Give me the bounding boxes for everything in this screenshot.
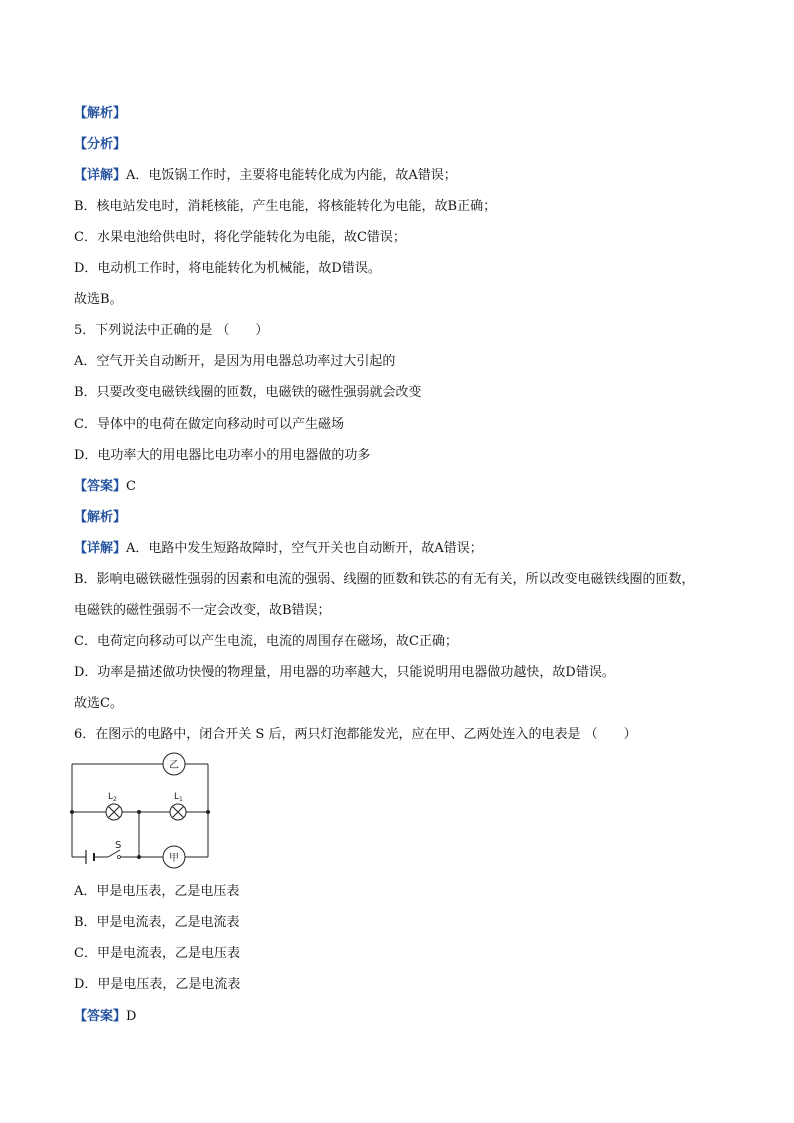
analysis-tag: 【解析】 bbox=[74, 106, 127, 121]
answer-tag: 【答案】 bbox=[74, 479, 127, 494]
q5-detail-a-text: A．电路中发生短路故障时，空气开关也自动断开，故A错误； bbox=[126, 541, 483, 556]
q5-stem: 5．下列说法中正确的是 （ ） bbox=[74, 323, 269, 338]
q5-answer bbox=[74, 479, 136, 495]
switch-label: S bbox=[115, 840, 122, 851]
q5-conclusion: 故选C。 bbox=[74, 696, 123, 711]
q6-option-b: B．甲是电流表，乙是电流表 bbox=[74, 915, 240, 930]
q5-detail-b-line1: B．影响电磁铁磁性强弱的因素和电流的强弱、线圈的匝数和铁芯的有无有关，所以改变电磁铁线圈的匝数， bbox=[74, 572, 695, 587]
junction-left bbox=[70, 810, 74, 814]
q5-answer-value: C bbox=[126, 479, 136, 494]
circuit-diagram bbox=[64, 752, 214, 874]
q6-option-a: A．甲是电压表，乙是电压表 bbox=[74, 884, 240, 899]
q5-detail-a bbox=[74, 541, 483, 557]
q5-analysis-tag: 【解析】 bbox=[74, 510, 127, 525]
q4-detail-a bbox=[74, 168, 457, 184]
q5-option-d: D．电功率大的用电器比电功率小的用电器做的功多 bbox=[74, 448, 371, 463]
lamp-l1 bbox=[170, 804, 186, 820]
q4-detail-c: C．水果电池给供电时，将化学能转化为电能，故C错误； bbox=[74, 230, 406, 245]
meter-jia-label: 甲 bbox=[169, 853, 179, 864]
analysis-brief-tag: 【分析】 bbox=[74, 137, 127, 152]
q5-detail-tag: 【详解】 bbox=[74, 541, 127, 556]
lamp-l2 bbox=[106, 804, 122, 820]
q5-option-b: B．只要改变电磁铁线圈的匝数，电磁铁的磁性强弱就会改变 bbox=[74, 385, 422, 400]
q5-option-c: C．导体中的电荷在做定向移动时可以产生磁场 bbox=[74, 417, 344, 432]
q4-detail-d: D．电动机工作时，将电能转化为机械能，故D错误。 bbox=[74, 261, 381, 276]
q6-option-d: D．甲是电压表，乙是电流表 bbox=[74, 977, 241, 992]
lamp-l2-label: $L_2$ bbox=[108, 792, 117, 803]
lamp-l1-label: $L_1$ bbox=[174, 792, 183, 803]
q6-stem: 6．在图示的电路中，闭合开关 S 后，两只灯泡都能发光，应在甲、乙两处连入的电表是 （ ） bbox=[74, 727, 637, 742]
q6-answer-tag: 【答案】 bbox=[74, 1009, 127, 1024]
detail-tag: 【详解】 bbox=[74, 168, 127, 183]
q6-option-c: C．甲是电流表，乙是电压表 bbox=[74, 946, 240, 961]
junction-right bbox=[206, 810, 210, 814]
q5-detail-b-line2: 电磁铁的磁性强弱不一定会改变，故B错误； bbox=[74, 603, 331, 618]
q6-answer-value: D bbox=[126, 1009, 137, 1024]
junction-middle bbox=[137, 810, 141, 814]
q6-answer bbox=[74, 1009, 136, 1025]
switch-contact bbox=[118, 856, 121, 859]
q4-detail-a-text: A．电饭锅工作时，主要将电能转化成为内能，故A错误； bbox=[126, 168, 457, 183]
q5-detail-d: D．功率是描述做功快慢的物理量，用电器的功率越大，只能说明用电器做功越快，故D错误。 bbox=[74, 665, 615, 680]
meter-yi-label: 乙 bbox=[169, 760, 179, 771]
junction-bottom bbox=[137, 855, 141, 859]
q4-conclusion: 故选B。 bbox=[74, 292, 123, 307]
q5-option-a: A．空气开关自动断开，是因为用电器总功率过大引起的 bbox=[74, 354, 396, 369]
q5-detail-c: C．电荷定向移动可以产生电流，电流的周围存在磁场，故C正确； bbox=[74, 634, 458, 649]
q4-detail-b: B．核电站发电时，消耗核能，产生电能，将核能转化为电能，故B正确； bbox=[74, 199, 497, 214]
